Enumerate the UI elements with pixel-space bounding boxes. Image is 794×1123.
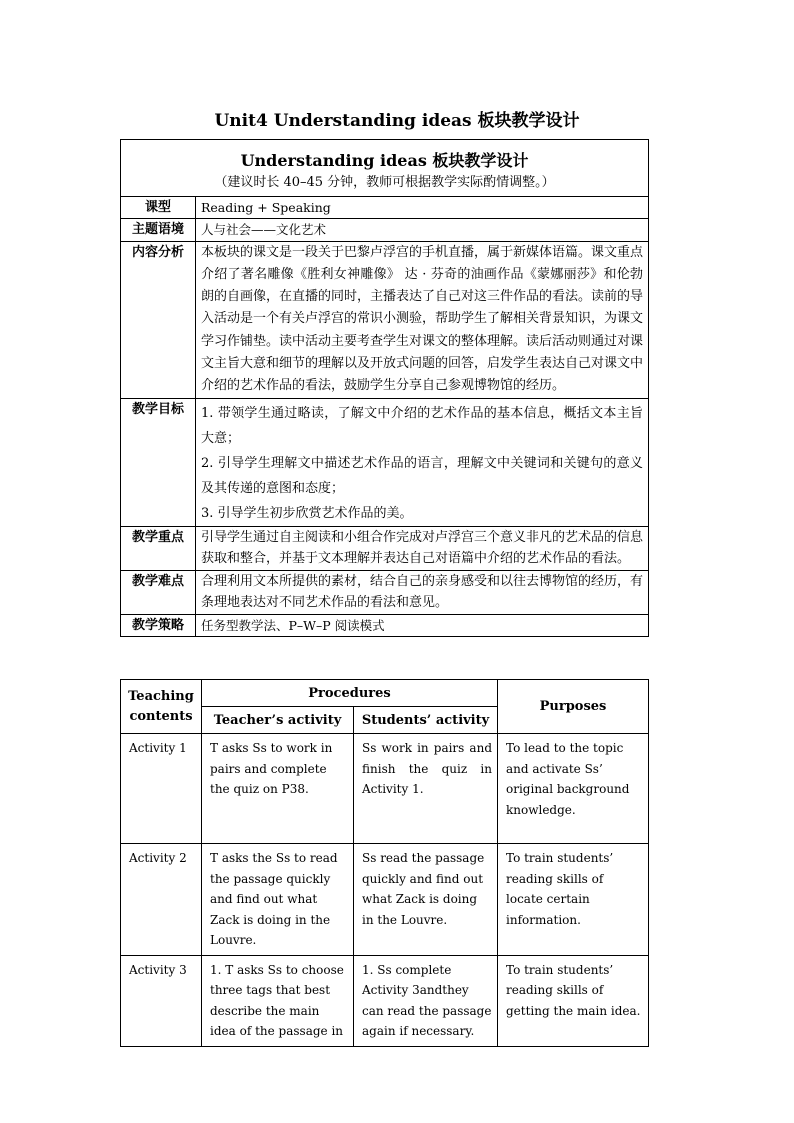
activity-row <box>121 734 649 844</box>
lesson-overview-table <box>120 139 649 637</box>
row-label: 课型 <box>121 196 196 219</box>
row-value: 任务型教学法、P–W–P 阅读模式 <box>196 614 649 637</box>
overview-row-strategies <box>121 614 649 637</box>
objective-item: 2. 引导学生理解文中描述艺术作品的语言，理解文中关键词和关键句的意义及其传递的意图和态度； <box>201 455 643 496</box>
header-teacher-activity: Teacher’s activity <box>202 707 354 734</box>
header-procedures: Procedures <box>202 680 498 707</box>
procedures-table <box>120 679 649 1047</box>
procedures-header-row-1 <box>121 680 649 707</box>
objective-item: 1. 带领学生通过略读，了解文中介绍的艺术作品的基本信息，概括文本主旨大意； <box>201 405 643 446</box>
header-purposes: Purposes <box>498 680 649 734</box>
overview-row-course-type <box>121 196 649 219</box>
overview-header-title: Understanding ideas 板块教学设计 <box>240 151 529 170</box>
teacher-activity: T asks the Ss to read the passage quickly and find out what Zack is doing in the Louvre. <box>202 844 354 956</box>
overview-header-cell <box>121 140 649 197</box>
objective-item: 3. 引导学生初步欣赏艺术作品的美。 <box>201 505 413 521</box>
activity-name: Activity 2 <box>121 844 202 956</box>
purpose: To lead to the topic and activate Ss’ original background knowledge. <box>498 734 649 844</box>
row-value: 人与社会——文化艺术 <box>196 219 649 242</box>
activity-row <box>121 844 649 956</box>
row-label: 教学重点 <box>121 526 196 570</box>
header-students-activity: Students’ activity <box>354 707 498 734</box>
activity-row <box>121 955 649 1046</box>
purpose: To train students’ reading skills of locate certain information. <box>498 844 649 956</box>
document-title: Unit4 Understanding ideas 板块教学设计 <box>214 111 580 131</box>
overview-row-objectives <box>121 398 649 526</box>
row-value: Reading + Speaking <box>196 196 649 219</box>
students-activity: Ss work in pairs and finish the quiz in Activity 1. <box>354 734 498 844</box>
overview-row-content-analysis <box>121 241 649 398</box>
row-label: 教学策略 <box>121 614 196 637</box>
header-teaching-contents: Teaching contents <box>121 680 202 734</box>
row-value: 本板块的课文是一段关于巴黎卢浮宫的手机直播，属于新媒体语篇。课文重点介绍了著名雕像《胜利女神雕像》 达 · 芬奇的油画作品《蒙娜丽莎》和伦勃朗的自画像，在直播的同时，主播表达了自己对这三件作品的看法。读前的导入活动是一个有关卢浮宫的常识小测验，帮助学生了解相关背景知识，为课文学习作铺垫。读中活动主要考查学生对课文的整体理解。读后活动则通过对课文主旨大意和细节的理解以及开放式问题的回答，启发学生表达自己对课文中介绍的艺术作品的看法，鼓励学生分享自己参观博物馆的经历。 <box>196 241 649 398</box>
overview-row-difficulties <box>121 570 649 614</box>
activity-name: Activity 1 <box>121 734 202 844</box>
teacher-activity: 1. T asks Ss to choose three tags that best describe the main idea of the passage in <box>202 955 354 1046</box>
teacher-activity: T asks Ss to work in pairs and complete the quiz on P38. <box>202 734 354 844</box>
overview-row-key-points <box>121 526 649 570</box>
row-label: 内容分析 <box>121 241 196 398</box>
overview-header-note: （建议时长 40–45 分钟，教师可根据教学实际酌情调整。） <box>214 175 555 190</box>
overview-row-theme <box>121 219 649 242</box>
row-label: 教学目标 <box>121 398 196 526</box>
students-activity: 1. Ss complete Activity 3andthey can read the passage again if necessary. <box>354 955 498 1046</box>
row-label: 教学难点 <box>121 570 196 614</box>
row-value: 合理利用文本所提供的素材，结合自己的亲身感受和以往去博物馆的经历，有条理地表达对不同艺术作品的看法和意见。 <box>196 570 649 614</box>
row-value: 引导学生通过自主阅读和小组合作完成对卢浮宫三个意义非凡的艺术品的信息获取和整合，并基于文本理解并表达自己对语篇中介绍的艺术作品的看法。 <box>196 526 649 570</box>
activity-name: Activity 3 <box>121 955 202 1046</box>
row-value <box>196 398 649 526</box>
purpose: To train students’ reading skills of getting the main idea. <box>498 955 649 1046</box>
overview-header-row <box>121 140 649 197</box>
students-activity: Ss read the passage quickly and find out what Zack is doing in the Louvre. <box>354 844 498 956</box>
row-label: 主题语境 <box>121 219 196 242</box>
